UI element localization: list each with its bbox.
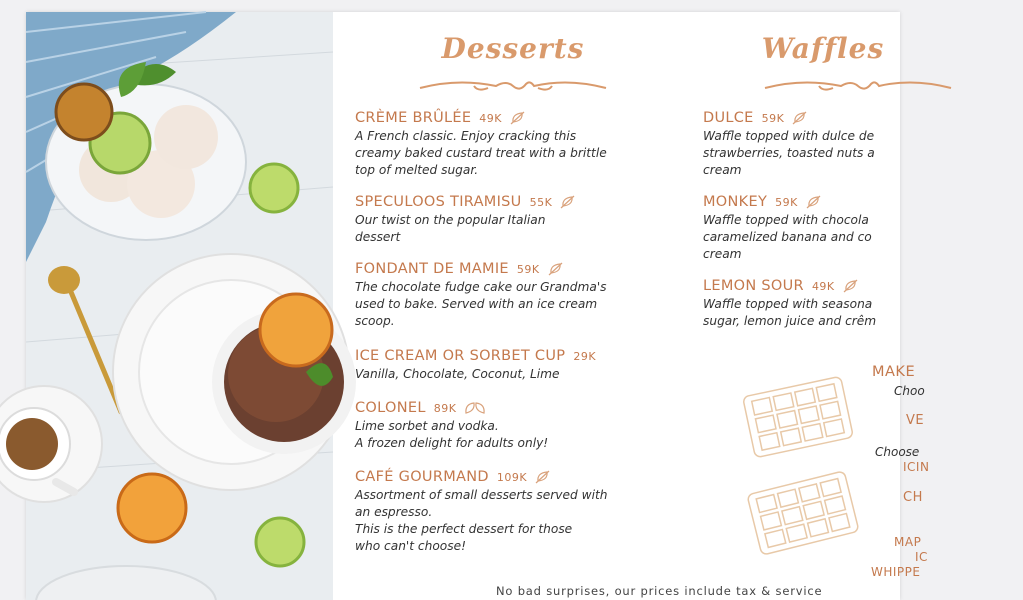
item-name: ICE CREAM OR SORBET CUP [355, 348, 566, 364]
make-text: Choose [875, 445, 920, 459]
item-description: Lime sorbet and vodka. A frozen delight for adults only! [355, 419, 549, 450]
item-description: Waffle topped with seasona sugar, lemon juice and crêm [703, 297, 877, 328]
leaf-crossed-icon [510, 111, 526, 125]
menu-item [355, 110, 675, 179]
menu-item [355, 194, 675, 246]
item-description: Assortment of small desserts served with an espresso. This is the perfect dessert for those who can't choose! [355, 488, 608, 553]
item-price: 29K [573, 349, 597, 363]
make-text: ICIN [903, 460, 930, 474]
item-name: CAFÉ GOURMAND [355, 469, 489, 485]
item-price: 59K [516, 262, 540, 276]
make-text: VE [906, 413, 925, 428]
desserts-heading: Desserts [441, 32, 585, 65]
make-text: IC [915, 550, 928, 564]
make-your-own-box [693, 12, 953, 600]
item-name: COLONEL [355, 400, 426, 416]
item-name: MONKEY [703, 194, 768, 210]
menu-item [355, 261, 675, 330]
item-price: 59K [761, 111, 785, 125]
menu-sheet [26, 12, 930, 600]
leaf-crossed-icon [535, 470, 551, 484]
dessert-photo [26, 12, 333, 600]
make-text: Choo [894, 384, 925, 398]
make-title: MAKE [872, 364, 916, 380]
waffles-page [693, 12, 953, 600]
item-description: Waffle topped with chocola caramelized banana and co cream [703, 213, 872, 261]
item-price: 49K [479, 111, 502, 125]
item-price: 109K [496, 470, 528, 484]
item-price: 55K [529, 195, 553, 209]
item-price: 89K [433, 401, 457, 415]
flourish-divider-icon [418, 76, 608, 94]
item-description: Waffle topped with dulce de strawberries, toasted nuts a cream [703, 129, 875, 177]
item-description: Our twist on the popular Italian dessert [355, 213, 546, 244]
item-name: DULCE [703, 110, 754, 126]
leaf-crossed-icon [560, 195, 576, 209]
item-name: CRÈME BRÛLÉE [355, 110, 472, 126]
item-name: LEMON SOUR [703, 278, 804, 294]
item-price: 59K [775, 195, 798, 209]
desserts-page [333, 12, 693, 600]
make-text: MAP [894, 535, 922, 549]
leaf-crossed-icon [548, 262, 564, 276]
item-name: SPECULOOS TIRAMISU [355, 194, 522, 210]
item-description: Vanilla, Chocolate, Coconut, Lime [355, 367, 560, 381]
menu-item [355, 469, 675, 555]
item-description: A French classic. Enjoy cracking this creamy baked custard treat with a brittle top of melted sugar. [355, 129, 607, 177]
item-name: FONDANT DE MAMIE [355, 261, 509, 277]
menu-item [355, 400, 675, 452]
footer-note: No bad surprises, our prices include tax & service [496, 584, 823, 598]
item-description: The chocolate fudge cake our Grandma's used to bake. Served with an ice cream scoop. [355, 280, 607, 328]
make-text: WHIPPE [871, 565, 921, 579]
vegan-leaf-icon [464, 401, 486, 415]
menu-item [355, 348, 675, 383]
waffles-heading: Waffles [761, 32, 885, 65]
make-text: CH [903, 490, 923, 505]
item-price: 49K [811, 279, 835, 293]
